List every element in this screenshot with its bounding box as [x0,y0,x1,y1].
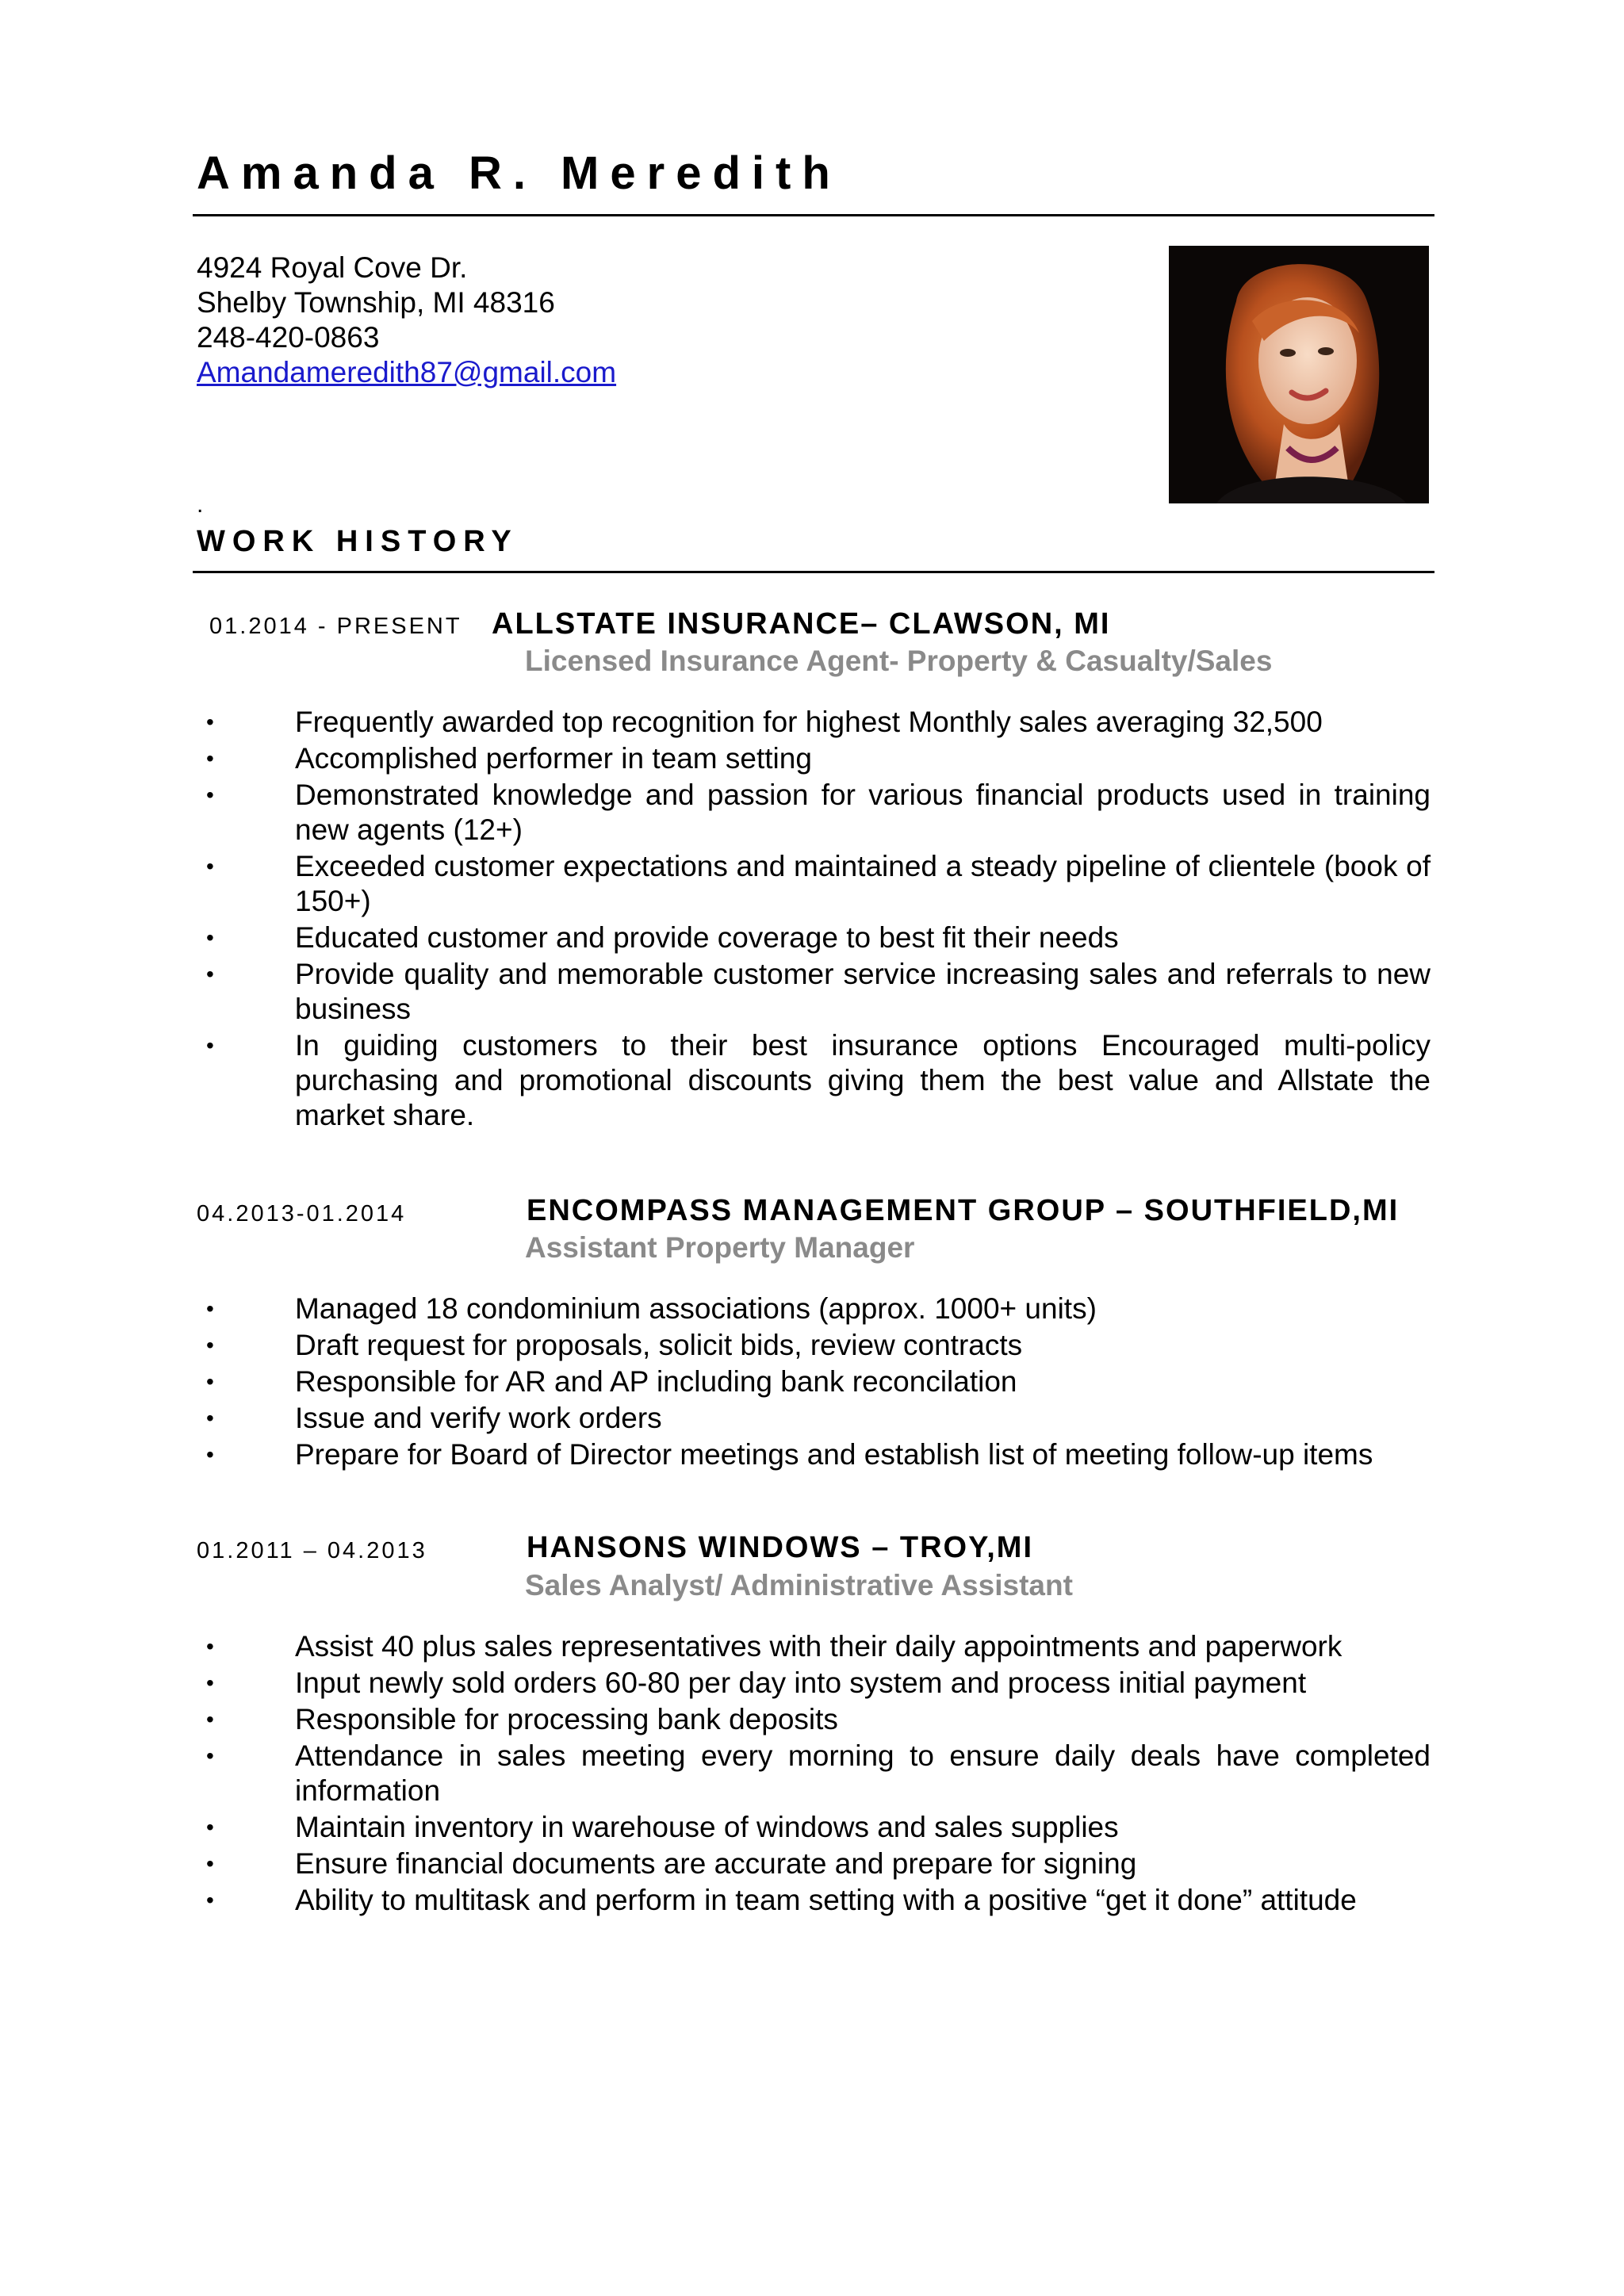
job-1-bullet-list [197,705,1431,1135]
bullet-icon: • [206,962,214,986]
stray-dot: . [197,492,204,518]
work-history-divider [193,571,1434,573]
list-item: • Managed 18 condominium associations (approx. 1000+ units) [206,1292,1097,1325]
bullet-icon: • [206,1743,214,1768]
bullet-icon: • [206,1333,214,1357]
list-item: • Ensure financial documents are accurate and prepare for signing [206,1847,1137,1880]
job-2-company: ENCOMPASS MANAGEMENT GROUP – SOUTHFIELD,MI [527,1194,1400,1227]
contact-email-link[interactable]: Amandameredith87@gmail.com [197,356,617,388]
list-item: • In guiding customers to their best insurance options Encouraged multi-policy purchasing and promotional discounts giving them the best value and Allstate the market share. [206,1029,1431,1131]
list-item: • Exceeded customer expectations and maintained a steady pipeline of clientele (book of 150+) [206,850,1431,917]
bullet-icon: • [206,1634,214,1659]
job-1-dates: 01.2014 - PRESENT [209,614,462,639]
job-3-company: HANSONS WINDOWS – TROY,MI [527,1531,1034,1564]
contact-phone: 248-420-0863 [197,321,380,354]
bullet-icon: • [206,1296,214,1321]
candidate-name: Amanda R. Meredith [197,147,841,199]
list-item: • Responsible for processing bank deposits [206,1703,838,1735]
list-item: • Attendance in sales meeting every morning to ensure daily deals have completed information [206,1739,1431,1807]
name-divider [193,214,1434,216]
list-item: • Maintain inventory in warehouse of windows and sales supplies [206,1811,1119,1843]
list-item: • Ability to multitask and perform in team setting with a positive “get it done” attitude [206,1884,1357,1916]
bullet-icon: • [206,1442,214,1467]
bullet-icon: • [206,1815,214,1839]
bullet-icon: • [206,1670,214,1695]
list-item: • Accomplished performer in team setting [206,742,812,775]
bullet-icon: • [206,746,214,771]
job-3-bullet-list [197,1629,1431,1919]
job-1-company: ALLSTATE INSURANCE– CLAWSON, MI [492,607,1111,641]
bullet-icon: • [206,1406,214,1430]
bullet-icon: • [206,1888,214,1912]
job-3-title: Sales Analyst/ Administrative Assistant [525,1569,1073,1601]
list-item: • Prepare for Board of Director meetings and establish list of meeting follow-up items [206,1438,1373,1471]
bullet-icon: • [206,925,214,950]
job-1-title: Licensed Insurance Agent- Property & Casualty/Sales [525,645,1273,677]
bullet-icon: • [206,1369,214,1394]
list-item: • Draft request for proposals, solicit bids, review contracts [206,1329,1023,1361]
contact-city: Shelby Township, MI 48316 [197,286,555,319]
work-history-heading: WORK HISTORY [197,525,519,558]
job-2-bullet-list [197,1292,1431,1474]
job-2-dates: 04.2013-01.2014 [197,1201,407,1226]
bullet-icon: • [206,854,214,878]
list-item: • Assist 40 plus sales representatives with their daily appointments and paperwork [206,1630,1342,1663]
job-2-title: Assistant Property Manager [525,1231,915,1264]
job-3-dates: 01.2011 – 04.2013 [197,1538,427,1563]
contact-street: 4924 Royal Cove Dr. [197,251,468,284]
list-item: • Responsible for AR and AP including bank reconcilation [206,1365,1017,1398]
list-item: • Educated customer and provide coverage to best fit their needs [206,921,1119,954]
bullet-icon: • [206,1851,214,1876]
bullet-icon: • [206,1707,214,1732]
bullet-icon: • [206,1033,214,1058]
list-item: • Demonstrated knowledge and passion for various financial products used in training new agents (12+) [206,779,1431,846]
list-item: • Issue and verify work orders [206,1402,662,1434]
list-item: • Input newly sold orders 60-80 per day into system and process initial payment [206,1667,1307,1699]
bullet-icon: • [206,783,214,807]
list-item: • Provide quality and memorable customer service increasing sales and referrals to new business [206,958,1431,1025]
contact-block [197,251,616,390]
list-item: • Frequently awarded top recognition for highest Monthly sales averaging 32,500 [206,706,1323,738]
bullet-icon: • [206,710,214,734]
profile-photo [1169,246,1429,503]
